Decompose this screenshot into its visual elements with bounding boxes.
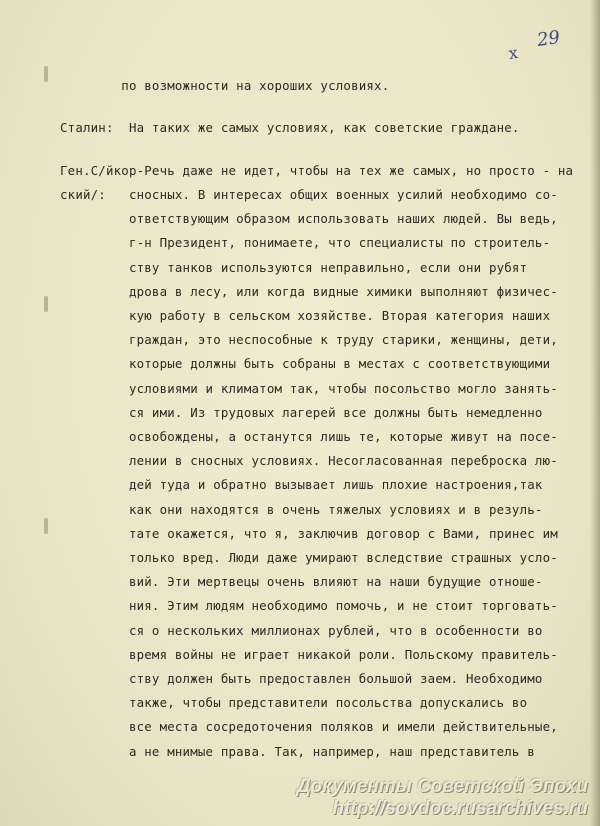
- text-line: ответствующим образом использовать наших людей. Вы ведь,: [60, 211, 558, 227]
- watermark-url: http://sovdoc.rusarchives.ru: [332, 798, 588, 819]
- text-line: как они находятся в очень тяжелых условиях и в резуль-: [60, 501, 543, 517]
- text-line: условиями и климатом так, чтобы посольство могло занять-: [60, 380, 558, 396]
- text-line: вий. Эти мертвецы очень влияют на наши будущие отноше-: [60, 574, 543, 590]
- page-edge-shadow: [590, 0, 600, 826]
- text-line: тате окажется, что я, заключив договор с Вами, принес им: [60, 525, 558, 541]
- binding-hole-mark: [44, 66, 48, 82]
- text-line: ский/: сносных. В интересах общих военных усилий необходимо со-: [60, 187, 558, 202]
- text-line: время войны не играет никакой роли. Польскому правитель-: [60, 646, 558, 662]
- text-line: ся о нескольких миллионах рублей, что в особенности во: [60, 622, 543, 638]
- archive-watermark: [297, 776, 588, 820]
- folio-mark: х: [507, 42, 519, 63]
- text-line: граждан, это неспособные к труду старики, женщины, дети,: [60, 332, 558, 348]
- text-line: которые должны быть собраны в местах с соответствующими: [60, 356, 551, 372]
- text-line: Ген.С/йкор-Речь даже не идет, чтобы на тех же самых, но просто - на: [60, 162, 574, 178]
- text-line: только вред. Люди даже умирают вследствие страшных усло-: [60, 550, 558, 565]
- text-line: ния. Этим людям необходимо помочь, и не стоит торговать-: [60, 598, 558, 614]
- text-line: по возможности на хороших условиях.: [60, 78, 390, 93]
- text-line: дей туда и обратно вызывает лишь плохие настроения,так: [60, 477, 543, 493]
- text-line: лении в сносных условиях. Несогласованная переброска лю-: [60, 453, 558, 469]
- text-line: кую работу в сельском хозяйстве. Вторая категория наших: [60, 308, 551, 323]
- folio-number: 29: [535, 26, 562, 51]
- text-line: а не мнимые права. Так, например, наш представитель в: [60, 743, 535, 759]
- text-line: г-н Президент, понимаете, что специалисты по строитель-: [60, 235, 551, 251]
- text-line: также, чтобы представители посольства допускались во: [60, 695, 528, 711]
- text-line: ся ими. Из трудовых лагерей все должны быть немедленно: [60, 404, 543, 420]
- text-line: освобождены, а останутся лишь те, которые живут на посе-: [60, 429, 558, 444]
- text-line: ству танков используются неправильно, если они рубят: [60, 259, 528, 275]
- watermark-title: Документы Советской Эпохи: [296, 776, 588, 797]
- text-line: дрова в лесу, или когда видные химики выполняют физичес-: [60, 283, 558, 299]
- binding-hole-mark: [44, 296, 48, 312]
- text-line: Сталин: На таких же самых условиях, как советские граждане.: [60, 120, 520, 136]
- binding-hole-mark: [44, 518, 48, 534]
- text-line: ству должен быть предоставлен большой заем. Необходимо: [60, 671, 543, 686]
- text-line: все места сосредоточения поляков и имели действительные,: [60, 719, 558, 735]
